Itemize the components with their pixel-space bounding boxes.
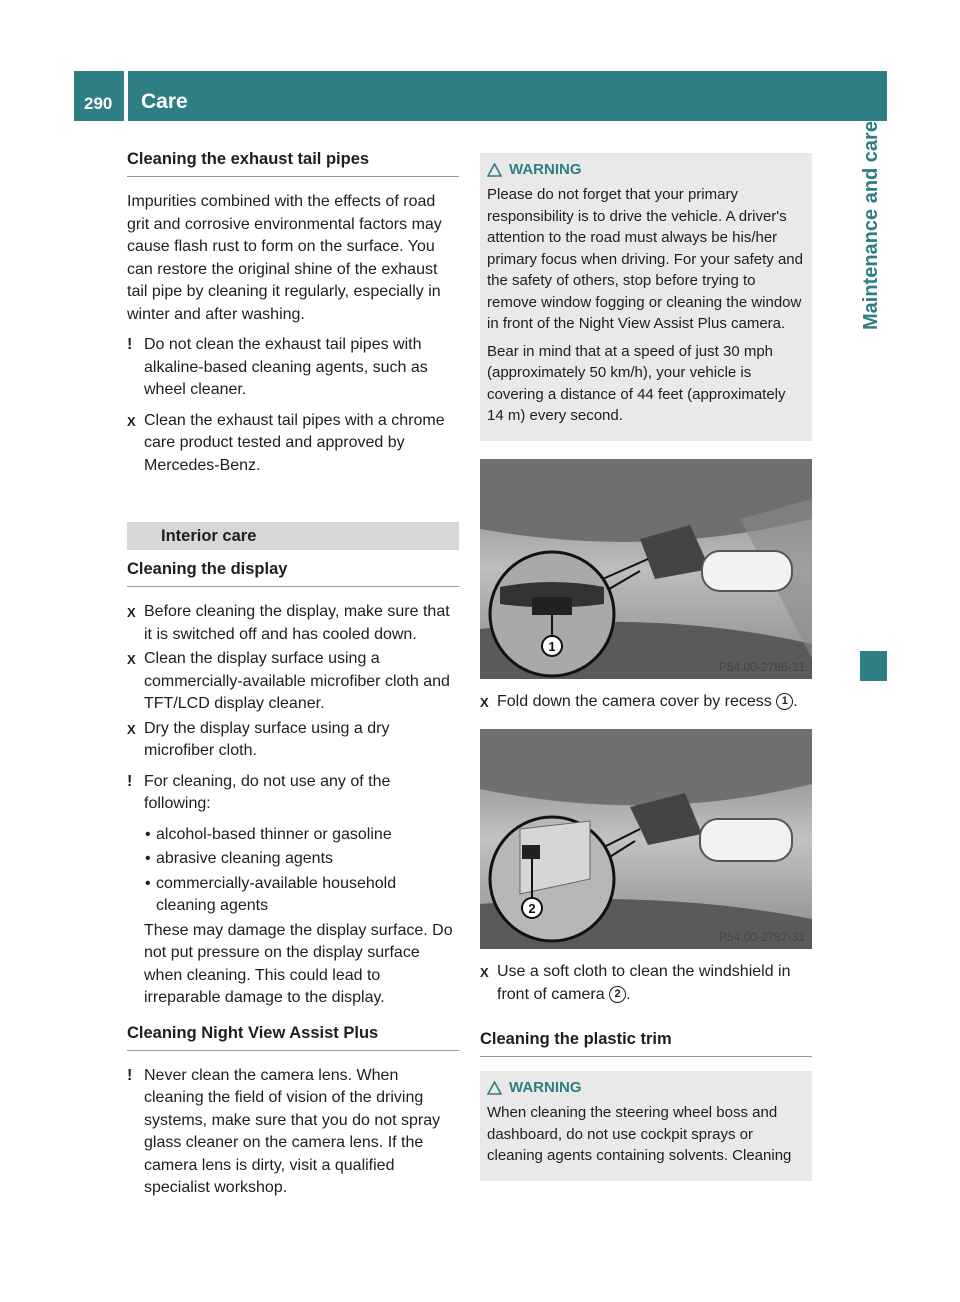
list-item: • commercially-available household cleaning agents [145,874,397,914]
nightview-heading: Cleaning Night View Assist Plus [127,1024,459,1051]
display-note: ! For cleaning, do not use any of the following: [127,772,391,812]
page-title: Care [141,90,188,113]
step-icon: X [480,965,489,980]
warning-triangle-icon [487,163,502,177]
callout-ref-2: 2 [609,986,626,1003]
exhaust-step: X Clean the exhaust tail pipes with a chrome care product tested and approved by Mercedes-Benz. [127,411,445,474]
display-damage-text: These may damage the display surface. Do not put pressure on the display surface when cleaning. This could lead to irreparable damage to the display. [144,921,453,1006]
side-tab [860,121,887,621]
display-heading: Cleaning the display [127,560,459,587]
step-icon: X [127,721,136,737]
windshield-step: X Use a soft cloth to clean the windshield in front of camera 2 . [480,963,791,1003]
warning-triangle-icon [487,1081,502,1095]
warning-box [480,153,812,441]
exhaust-note: ! Do not clean the exhaust tail pipes with alkaline-based cleaning agents, such as wheel cleaner. [127,336,428,398]
side-tab-marker [860,651,887,681]
callout-1: 1 [548,638,556,654]
windshield-camera-illustration [480,729,812,949]
callout-2: 2 [528,901,536,916]
camera-cover-illustration [480,459,812,679]
callout-ref-1: 1 [776,693,793,710]
list-item: • alcohol-based thinner or gasoline [145,825,392,843]
right-column [480,153,812,1199]
camera-cover-step: X Fold down the camera cover by recess 1 . [480,691,812,714]
side-tab-label: Maintenance and care [860,121,882,330]
plastic-trim-heading: Cleaning the plastic trim [480,1030,812,1057]
display-step: X Dry the display surface using a dry microfiber cloth. [127,719,390,759]
display-step: X Clean the display surface using a commercially-available microfiber cloth and TFT/LCD display cleaner. [127,650,450,712]
header-separator [124,71,128,121]
step-icon: X [127,605,136,620]
left-column [127,150,459,1208]
exhaust-heading: Cleaning the exhaust tail pipes [127,150,459,177]
warning-label: WARNING [509,1079,582,1096]
step-icon: X [480,694,489,710]
attention-icon: ! [127,772,133,790]
nightview-note: ! Never clean the camera lens. When cleaning the field of vision of the driving systems, make sure that you do not spray glass cleaner on the camera lens. If the camera lens is dirty, visit a qualified specialist workshop. [127,1066,441,1196]
header-bar [74,71,887,121]
warning-text: Please do not forget that your primary responsibility is to drive the vehicle. A driver's attention to the road must always be his/her primary focus when driving. For your safety and the safety of others, stop before trying to remove window fogging or cleaning the window in front of the Night View Assist Plus camera. [487,186,803,332]
step-icon: X [127,413,136,429]
warning-text: When cleaning the steering wheel boss and dashboard, do not use cockpit sprays or cleaning agents containing solvents. Cleaning [487,1104,792,1164]
list-item: • abrasive cleaning agents [145,850,334,867]
page-number: 290 [84,94,113,113]
warning-text: Bear in mind that at a speed of just 30 mph (approximately 50 km/h), your vehicle is covering a distance of 44 feet (approximately 14 m) every second. [487,342,786,424]
warning-label: WARNING [509,161,582,178]
display-step: X Before cleaning the display, make sure that it is switched off and has cooled down. [127,603,450,643]
exhaust-intro: Impurities combined with the effects of road grit and corrosive environmental factors may cause flash rust to form on the surface. You can restore the original shine of the exhaust tail pipe by cleaning it regularly, especially in winter and after washing. [127,193,442,323]
image-code: P54.00-2787-31 [718,930,805,944]
warning-box [480,1071,812,1181]
attention-icon: ! [127,336,133,353]
image-code: P54.00-2786-31 [718,659,805,674]
interior-care-section: Interior care [127,522,459,550]
step-icon: X [127,652,136,667]
attention-icon: ! [127,1066,133,1084]
